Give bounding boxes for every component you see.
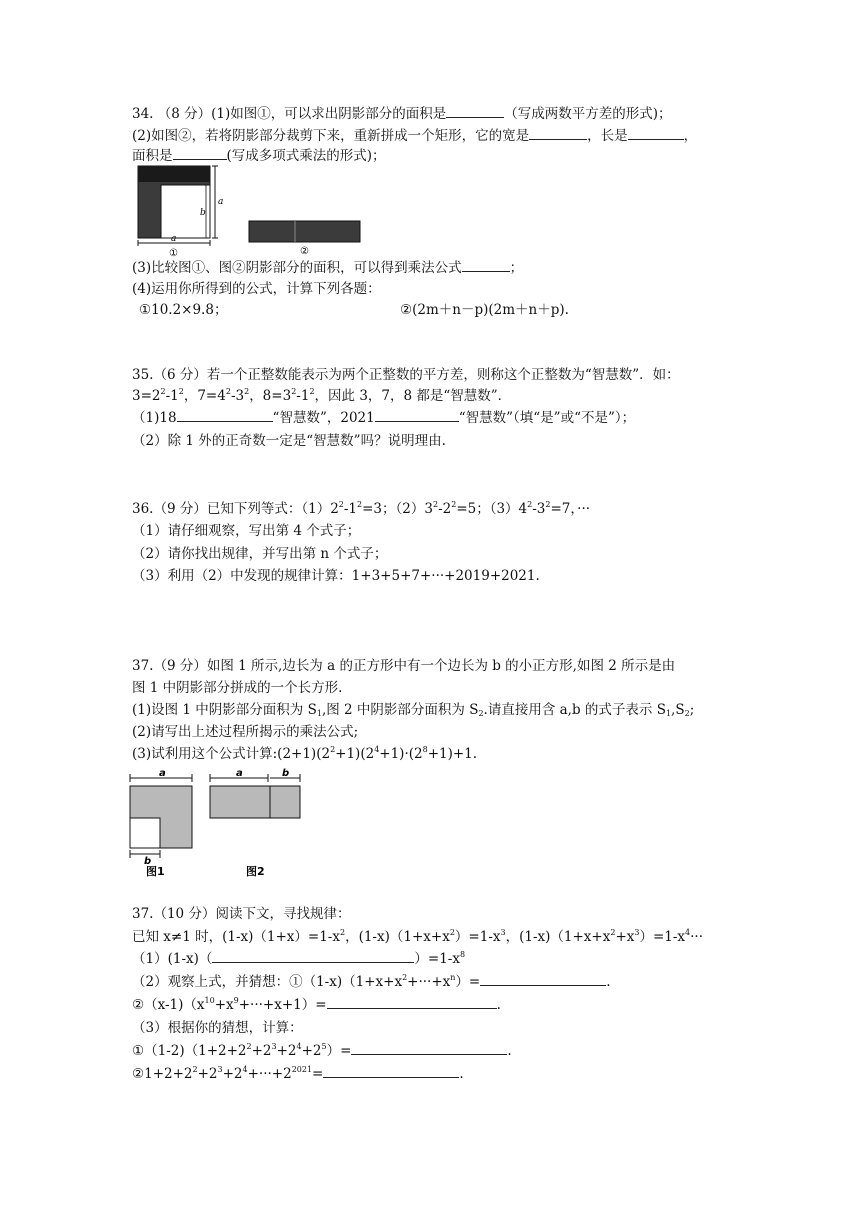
- q34-fig1-top-strip: [138, 166, 210, 182]
- q37b-blank-4[interactable]: [351, 1042, 507, 1055]
- q35-blank-2021[interactable]: [375, 409, 459, 422]
- q34-fig2-rectangle: [249, 221, 360, 242]
- q35-line-2: $3=2^2-1^2$，$7=4^2-3^2$，$8=3^2-1^2$，因此 3，7，8 都是“智慧数”．: [132, 387, 512, 404]
- q37b-line-8: $②1+2+2^2+2^3+2^4+\cdot\cdot\cdot+2^{2021}=$ .: [132, 1065, 464, 1082]
- q37a-line-2: 图 1 中阴影部分拼成的一个长方形.: [132, 680, 343, 696]
- q37b-line-6: （3）根据你的猜想，计算：: [132, 1020, 303, 1036]
- q37b-blank-5[interactable]: [323, 1065, 459, 1078]
- q37b-blank-2[interactable]: [480, 973, 606, 986]
- q34-line-5: (4)运用你所得到的公式，计算下列各题：: [132, 281, 381, 297]
- q34-blank-width[interactable]: [529, 127, 587, 140]
- q37a-line-4: (2)请写出上述过程所揭示的乘法公式;: [132, 724, 359, 740]
- q37a-fig2-label-a: a: [236, 768, 243, 779]
- q37a-fig2-label-b: b: [282, 768, 290, 779]
- q37b-blank-1[interactable]: [212, 950, 414, 963]
- q37b-line-5: $②(x-1)(x^{10}+x^9+\cdot\cdot\cdot+x+1)=$ .: [132, 996, 501, 1013]
- q34-task-2: ②(2m＋n－p)(2m＋n＋p).: [400, 302, 569, 318]
- q34-line-2: (2)如图②，若将阴影部分裁剪下来，重新拼成一个矩形，它的宽是 ，长是 ，: [132, 128, 698, 144]
- q34-blank-1[interactable]: [446, 105, 504, 118]
- q34-blank-length[interactable]: [628, 127, 684, 140]
- q34-fig2-caption: ②: [300, 246, 309, 257]
- q37a-fig1-small-square: [130, 818, 160, 848]
- q37a-figure-2: [206, 768, 316, 878]
- q34-fig1-label-b-side: b: [200, 208, 206, 218]
- q37a-fig1-label-a: a: [159, 768, 166, 779]
- q34-task-1: ①10.2×9.8；: [139, 302, 228, 318]
- q37a-line-1: 37.（9 分）如图 1 所示,边长为 a 的正方形中有一个边长为 b 的小正方形,如图 2 所示是由: [132, 658, 676, 674]
- q34-line-1: 34. （8 分）(1)如图①，可以求出阴影部分的面积是 （写成两数平方差的形式)；: [132, 106, 672, 122]
- q34-line-3: 面积是 (写成多项式乘法的形式)；: [132, 148, 386, 164]
- q37a-line-5: (3)试利用这个公式计算$:(2+1)(2^2+1)(2^4+1)\cdot(2^8+1)+1$.: [132, 745, 478, 762]
- q37a-fig2-caption: 图2: [246, 865, 265, 878]
- q35-line-1: 35.（6 分）若一个正整数能表示为两个正整数的平方差，则称这个正整数为“智慧数”．如：: [132, 367, 680, 383]
- q34-figure-1: [132, 160, 232, 260]
- q37a-figure-1: [126, 768, 206, 878]
- q35-blank-18[interactable]: [177, 409, 273, 422]
- q37a-fig2-rectangle: [210, 786, 300, 818]
- q36-line-1: 36.（9 分）已知下列等式：$(1)2^2-1^2=3$；$(2)3^2-2^2=5$；$(3)4^2-3^2=7$，···: [132, 500, 591, 517]
- q34-fig1-label-a-side: a: [218, 197, 224, 207]
- q37b-line-4: （2）观察上式，并猜想：$①(1-x)(1+x+x^2+\cdot\cdot\cdot+x^n)=$ .: [132, 973, 611, 990]
- q36-line-4: （3）利用（2）中发现的规律计算：1+3+5+7+···+2019+2021.: [132, 568, 540, 584]
- q37a-fig1-caption: 图1: [146, 865, 165, 878]
- q34-line-4: (3)比较图①、图②阴影部分的面积，可以得到乘法公式 ；: [132, 260, 524, 276]
- q37a-line-3: (1)设图 1 中阴影部分面积为 $S_1$,图 2 中阴影部分面积为 $S_2$.请直接用含 a,b 的式子表示 $S_1,S_2$;: [132, 702, 695, 718]
- q34-blank-area[interactable]: [173, 147, 227, 160]
- q37b-blank-3[interactable]: [327, 996, 497, 1009]
- q37a-fig1-label-b: b: [144, 856, 152, 867]
- q35-line-4: （2）除 1 外的正奇数一定是“智慧数”吗？说明理由.: [132, 433, 446, 449]
- q34-figure-2: [248, 217, 368, 257]
- q37b-line-7: $①(1-2)(1+2+2^2+2^3+2^4+2^5)=$ .: [132, 1042, 512, 1059]
- q35-line-3: （1)18 “智慧数”，2021 “智慧数”（填“是”或“不是”）；: [132, 410, 636, 426]
- q34-fig1-caption: ①: [169, 248, 178, 259]
- q37b-line-3: （1）(1-x)（ ）$=1-x^8$: [132, 950, 466, 967]
- q36-line-2: （1）请仔细观察，写出第 4 个式子；: [132, 523, 361, 539]
- q34-fig1-label-a-bottom: a: [171, 234, 177, 244]
- q36-line-3: （2）请你找出规律，并写出第 n 个式子；: [132, 546, 388, 562]
- q34-blank-formula[interactable]: [462, 259, 510, 272]
- q37b-line-2: 已知 x≠1 时，$(1-x)(1+x)=1-x^2$，$(1-x)(1+x+x^2)=1-x^3$，$(1-x)(1+x+x^2+x^3)=1-x^4\cdot\cdot\cdot$: [132, 928, 704, 945]
- q37b-line-1: 37.（10 分）阅读下文，寻找规律：: [132, 906, 351, 922]
